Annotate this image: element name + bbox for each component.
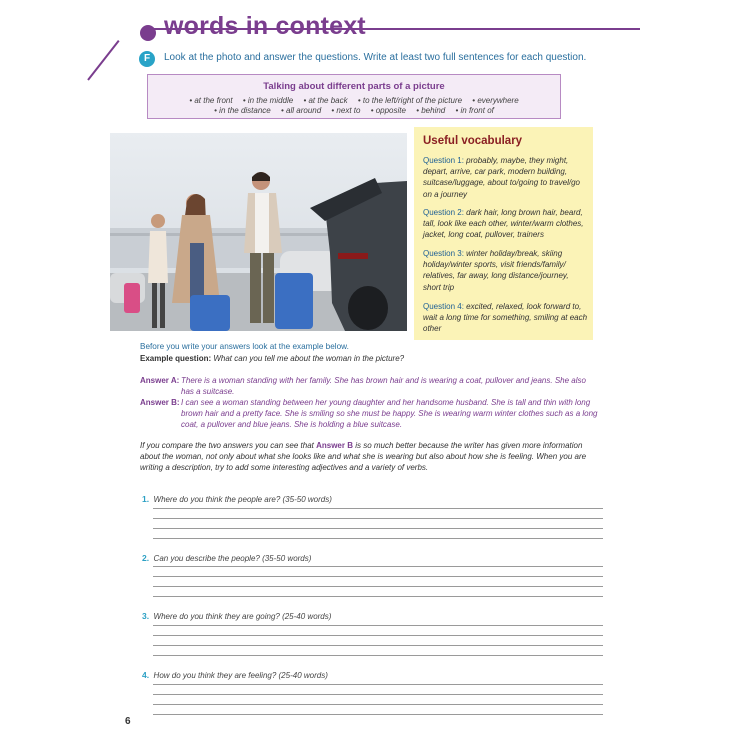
answer-line[interactable] [153, 655, 603, 656]
phrases-row-1 [148, 96, 560, 105]
question-number: 1. [142, 494, 150, 504]
phrases-row-2 [148, 106, 560, 115]
example-question-label: Example question: [140, 354, 212, 363]
example-intro: Before you write your answers look at the example below. [140, 342, 349, 351]
answer-line[interactable] [153, 625, 603, 626]
exercise-badge: F [139, 51, 155, 67]
vocab-text: probably, maybe, they might, depart, arrive, car park, modern building, suitcase/luggage, about to/going to travel/go on a journey [423, 156, 580, 199]
phrase: • in the distance [214, 106, 271, 115]
phrase: • opposite [370, 106, 406, 115]
example-question [140, 353, 404, 364]
question-number: 2. [142, 553, 150, 563]
vocabulary-title: Useful vocabulary [423, 135, 523, 147]
page-number: 6 [125, 716, 131, 727]
explanation-part-2: is so much better because the writer has given more information about the woman, not only about what she looks like and what she is wearing but also about how she is feeling. When you are writing a description, try to add some interesting adjectives and a variety of verbs. [140, 441, 587, 473]
vocab-question-4 [423, 301, 588, 335]
question-text: Can you describe the people? (35-50 words) [153, 554, 312, 563]
vocab-label: Question 4: [423, 302, 464, 311]
vocab-question-2 [423, 207, 588, 241]
question-3 [142, 606, 331, 624]
answer-line[interactable] [153, 635, 603, 636]
explanation-part-1: If you compare the two answers you can see that [140, 441, 317, 450]
vocab-text: winter holiday/break, skiing holiday/winter sports, visit friends/family/ relatives, far away, long distance/journey, short trip [423, 249, 569, 292]
answer-line[interactable] [153, 694, 603, 695]
phrase: • behind [416, 106, 446, 115]
family-photo [110, 133, 407, 331]
vocab-label: Question 3: [423, 249, 464, 258]
answer-line[interactable] [153, 645, 603, 646]
answer-line[interactable] [153, 538, 603, 539]
vocab-question-3 [423, 248, 588, 293]
vocab-question-1 [423, 155, 588, 200]
exercise-instruction: Look at the photo and answer the questions. Write at least two full sentences for each question. [164, 52, 587, 63]
example-question-text: What can you tell me about the woman in the picture? [211, 354, 405, 363]
phrase: • in the middle [242, 96, 294, 105]
answer-line[interactable] [153, 586, 603, 587]
header-rule-diagonal [87, 40, 119, 81]
question-number: 3. [142, 611, 150, 621]
question-text: Where do you think the people are? (35-50 words) [153, 495, 332, 504]
answer-line[interactable] [153, 528, 603, 529]
answer-line[interactable] [153, 684, 603, 685]
question-number: 4. [142, 670, 150, 680]
vocab-label: Question 2: [423, 208, 464, 217]
answer-a-text: There is a woman standing with her family. She has brown hair and is wearing a coat, pullover and jeans. She also has a suitcase. [181, 376, 586, 396]
question-1 [142, 489, 332, 507]
question-text: Where do you think they are going? (25-40 words) [153, 612, 332, 621]
explanation-paragraph [140, 440, 598, 474]
useful-vocabulary-box [414, 127, 593, 340]
answer-b-label: Answer B: [140, 398, 180, 407]
answer-line[interactable] [153, 596, 603, 597]
question-2 [142, 548, 311, 566]
answer-line[interactable] [153, 508, 603, 509]
answer-line[interactable] [153, 518, 603, 519]
phrase: • at the back [303, 96, 348, 105]
answer-line[interactable] [153, 714, 603, 715]
vocab-label: Question 1: [423, 156, 464, 165]
phrase: • to the left/right of the picture [357, 96, 463, 105]
phrase: • in front of [455, 106, 494, 115]
answer-line[interactable] [153, 704, 603, 705]
phrase: • all around [281, 106, 322, 115]
answer-line[interactable] [153, 566, 603, 567]
page-title: words in context [164, 12, 366, 40]
header-bullet [140, 25, 156, 41]
answer-line[interactable] [153, 576, 603, 577]
vocab-text: excited, relaxed, look forward to, wait a long time for something, smiling at each other [423, 302, 588, 334]
explanation-highlight: Answer B [316, 441, 353, 450]
phrase: • next to [331, 106, 361, 115]
phrases-box [147, 74, 561, 119]
question-4 [142, 665, 328, 683]
question-text: How do you think they are feeling? (25-40 words) [153, 671, 328, 680]
phrase: • at the front [189, 96, 233, 105]
answer-b-text: I can see a woman standing between her young daughter and her handsome husband. She is tall and thin with long brown hair and a pretty face. She is smiling so she must be happy. She is wearing warm winter clothes such as a long coat, a pullover and blue jeans. She is holding a blue suitcase. [181, 398, 598, 429]
phrase: • everywhere [472, 96, 519, 105]
phrases-box-title: Talking about different parts of a picture [263, 81, 445, 92]
answer-a-label: Answer A: [140, 376, 180, 385]
vocab-text: dark hair, long brown hair, beard, tall, look like each other, winter/warm clothes, jacket, long coat, pullover, trainers [423, 208, 584, 240]
